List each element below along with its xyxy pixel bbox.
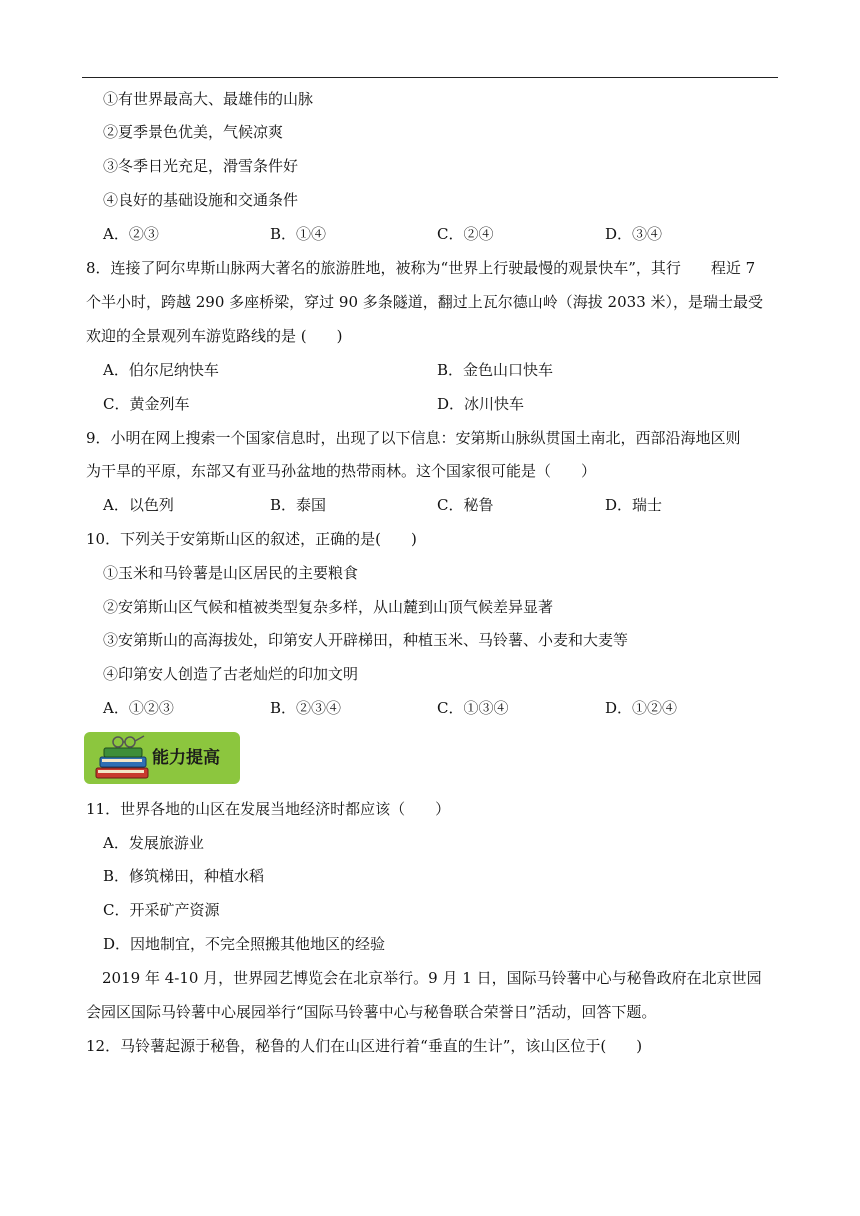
- option-item: ④良好的基础设施和交通条件: [103, 191, 299, 209]
- choice-c: C．①③④: [437, 699, 509, 717]
- choice-c: C．②④: [437, 225, 494, 243]
- question-8-line: 8．连接了阿尔卑斯山脉两大著名的旅游胜地，被称为“世界上行驶最慢的观景快车”，其行 程近 7: [86, 259, 756, 277]
- section-badge-label: 能力提高: [152, 748, 220, 768]
- choice-d: D．瑞士: [605, 496, 663, 514]
- choice-a: A．发展旅游业: [103, 834, 204, 852]
- option-item: ③冬季日光充足，滑雪条件好: [103, 157, 299, 175]
- option-item: ②夏季景色优美，气候凉爽: [103, 123, 284, 141]
- header-rule: [82, 77, 778, 78]
- choice-b: B．修筑梯田，种植水稻: [103, 867, 265, 885]
- question-9-line: 为干旱的平原，东部又有亚马孙盆地的热带雨林。这个国家很可能是（ ）: [86, 462, 597, 480]
- choice-d: D．③④: [605, 225, 663, 243]
- choice-d: D．因地制宜，不完全照搬其他地区的经验: [103, 935, 386, 953]
- books-icon: [92, 732, 158, 784]
- choice-a: A．②③: [103, 225, 159, 243]
- choice-a: A．①②③: [103, 699, 174, 717]
- option-item: ①玉米和马铃薯是山区居民的主要粮食: [103, 564, 359, 582]
- question-8-line: 个半小时，跨越 290 多座桥梁，穿过 90 多条隧道，翻过上瓦尔德山岭（海拔 2033 米），是瑞士最受: [86, 293, 764, 311]
- choice-c: C．秘鲁: [437, 496, 494, 514]
- passage-line: 2019 年 4-10 月，世界园艺博览会在北京举行。9 月 1 日，国际马铃薯中心与秘鲁政府在北京世园: [102, 969, 762, 987]
- choice-a: A．伯尔尼纳快车: [103, 361, 219, 379]
- choice-d: D．①②④: [605, 699, 678, 717]
- choice-d: D．冰川快车: [437, 395, 525, 413]
- choice-b: B．泰国: [270, 496, 327, 514]
- option-item: ③安第斯山的高海拔处，印第安人开辟梯田，种植玉米、马铃薯、小麦和大麦等: [103, 631, 629, 649]
- choice-c: C．黄金列车: [103, 395, 190, 413]
- choice-b: B．②③④: [270, 699, 342, 717]
- passage-line: 会园区国际马铃薯中心展园举行“国际马铃薯中心与秘鲁联合荣誉日”活动，回答下题。: [86, 1003, 657, 1021]
- choice-b: B．①④: [270, 225, 327, 243]
- choice-c: C．开采矿产资源: [103, 901, 220, 919]
- question-9-line: 9．小明在网上搜索一个国家信息时，出现了以下信息：安第斯山脉纵贯国土南北，西部沿海地区则: [86, 429, 741, 447]
- option-item: ④印第安人创造了古老灿烂的印加文明: [103, 665, 359, 683]
- option-item: ②安第斯山区气候和植被类型复杂多样，从山麓到山顶气候差异显著: [103, 598, 554, 616]
- question-11-stem: 11．世界各地的山区在发展当地经济时都应该（ ）: [86, 800, 451, 818]
- question-8-line: 欢迎的全景观列车游览路线的是 ( ): [86, 327, 343, 345]
- question-12-stem: 12．马铃薯起源于秘鲁，秘鲁的人们在山区进行着“垂直的生计”，该山区位于( ): [86, 1037, 643, 1055]
- option-item: ①有世界最高大、最雄伟的山脉: [103, 90, 314, 108]
- choice-a: A．以色列: [103, 496, 174, 514]
- choice-b: B．金色山口快车: [437, 361, 554, 379]
- question-10-stem: 10．下列关于安第斯山区的叙述，正确的是( ): [86, 530, 417, 548]
